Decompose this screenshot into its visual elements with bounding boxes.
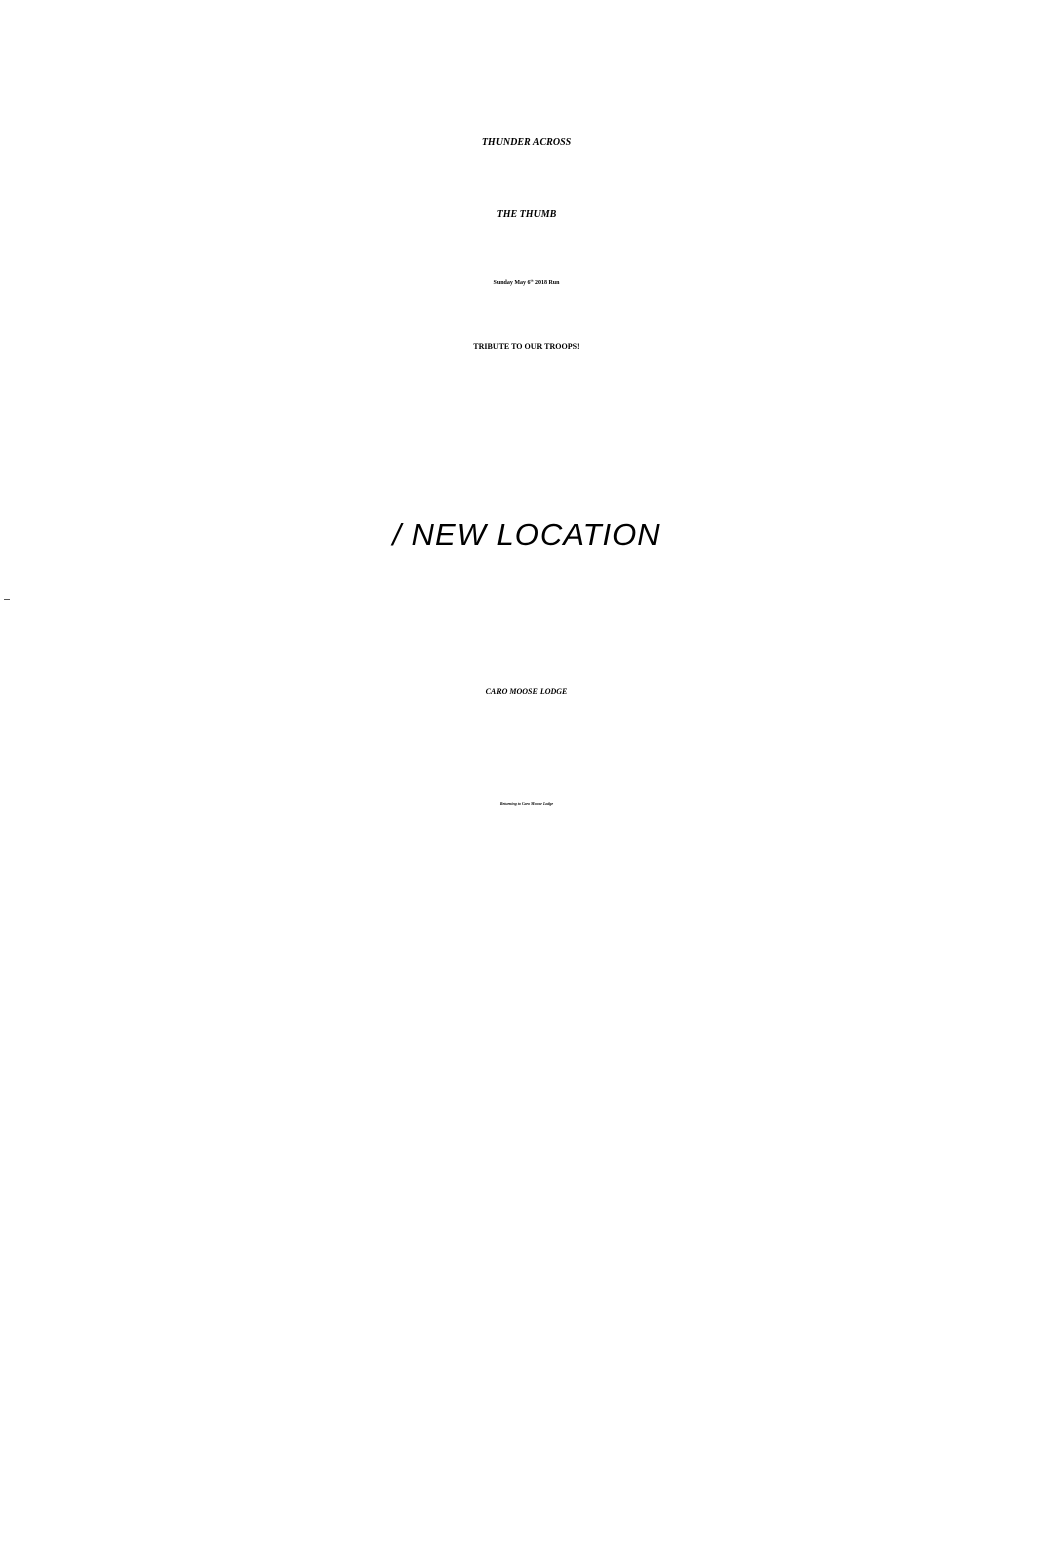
scan-edge-mark xyxy=(4,599,10,600)
event-date-prefix: Sunday May 6 xyxy=(493,280,531,286)
event-date-suffix: 2018 Run xyxy=(533,280,560,286)
event-date xyxy=(0,280,1053,286)
event-date-ordinal: th xyxy=(530,278,534,283)
venue-name: CARO MOOSE LODGE xyxy=(485,687,568,696)
returning-line: Returning to Caro Moose Lodge xyxy=(499,801,554,806)
tribute-heading: TRIBUTE TO OUR TROOPS! xyxy=(473,342,580,351)
new-location-label: / NEW LOCATION xyxy=(392,517,661,552)
title-line-2: THE THUMB xyxy=(496,209,557,220)
invite-line-3 xyxy=(0,519,1053,550)
title-line-1: THUNDER ACROSS xyxy=(481,137,572,148)
